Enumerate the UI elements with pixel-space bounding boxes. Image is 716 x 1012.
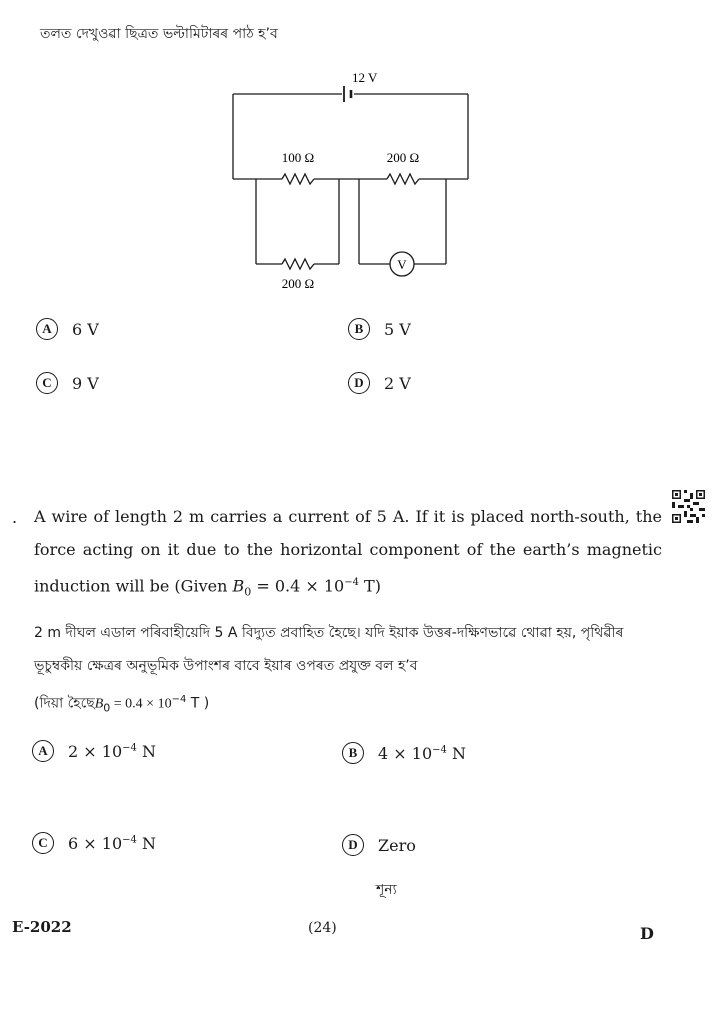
option-letter: B xyxy=(342,742,364,764)
option-letter: A xyxy=(32,740,54,762)
option-value: 2 V xyxy=(384,373,411,393)
circuit-diagram xyxy=(220,64,480,296)
page-number: (24) xyxy=(308,920,337,936)
resistor-label-100: 100 Ω xyxy=(281,150,315,165)
resistor-label-200-bottom: 200 Ω xyxy=(281,276,315,291)
option-value: $6 \times 10^{-4}$ N xyxy=(68,833,156,853)
question-text-english: A wire of length 2 m carries a current of 5 A. If it is placed north-south, the force acting on it due to the horizontal component of the earth’s magnetic induction will be (Given $B_0 = 0.4 \times 10^{-4}$ T) xyxy=(34,507,662,599)
option-b[interactable] xyxy=(348,318,411,340)
battery-label: 12 V xyxy=(352,70,378,85)
option-value: 6 V xyxy=(72,319,99,339)
option-value: Zero xyxy=(378,835,416,855)
option-value: 9 V xyxy=(72,373,99,393)
set-letter: D xyxy=(640,924,654,943)
option-letter: C xyxy=(36,372,58,394)
symbol-b: B xyxy=(232,576,245,596)
option-a[interactable] xyxy=(32,740,156,762)
option-d[interactable] xyxy=(348,372,411,394)
option-d-assamese: শূন্য xyxy=(376,882,397,898)
option-letter: D xyxy=(342,834,364,856)
option-value: $2 \times 10^{-4}$ N xyxy=(68,741,156,761)
voltmeter-label: V xyxy=(397,257,407,272)
option-b[interactable] xyxy=(342,742,466,764)
option-a[interactable] xyxy=(36,318,99,340)
resistor-200-ohm-top xyxy=(387,174,419,184)
question-number: . xyxy=(12,508,18,527)
option-c[interactable] xyxy=(32,832,156,854)
option-c[interactable] xyxy=(36,372,99,394)
option-letter: A xyxy=(36,318,58,340)
exam-code: E-2022 xyxy=(12,918,72,936)
question-text-assamese: 2 m দীঘল এডাল পৰিবাহীয়েদি 5 A বিদ্যুত প্ৰবাহিত হৈছে। যদি ইয়াক উত্তৰ-দক্ষিণভাৱে থোৱা হয়, পৃথিৱীৰ ভূচুম্বকীয় ক্ষেত্ৰৰ অনুভূমিক উপাংশৰ বাবে ইয়াৰ ওপৰত প্ৰযুক্ত বল হ’ব (দিয়া $হৈছেB_0 = 0.4 \times 10^{-4}$ T ) xyxy=(34,625,624,715)
resistor-200-ohm-bottom xyxy=(282,259,314,269)
qr-code xyxy=(672,490,705,523)
option-letter: D xyxy=(348,372,370,394)
option-value: 5 V xyxy=(384,319,411,339)
resistor-100-ohm xyxy=(282,174,314,184)
option-letter: B xyxy=(348,318,370,340)
question-text-assamese: তলত দেখুওৱা ছিত্ৰত ভল্টামিটাৰৰ পাঠ হ’ব xyxy=(40,26,278,42)
option-value: $4 \times 10^{-4}$ N xyxy=(378,743,466,763)
resistor-label-200-top: 200 Ω xyxy=(386,150,420,165)
option-d[interactable] xyxy=(342,834,416,856)
option-letter: C xyxy=(32,832,54,854)
